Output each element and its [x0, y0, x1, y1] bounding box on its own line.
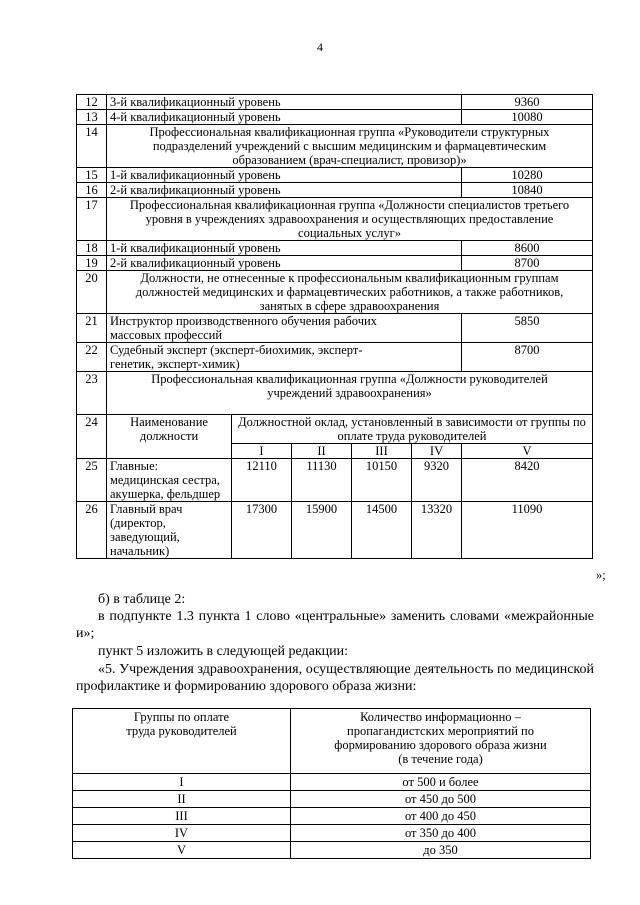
salary-table — [76, 94, 593, 559]
row-number: 23 — [77, 372, 107, 415]
row-number: 25 — [77, 459, 107, 502]
salary-value: 10150 — [352, 459, 412, 502]
salary-header: Должностной оклад, установленный в зависимости от группы по оплате труда руководителей — [232, 415, 593, 444]
salary-value: 10080 — [462, 110, 593, 125]
position-label: Инструктор производственного обучения рабочих массовых профессий — [107, 314, 462, 343]
row-number: 22 — [77, 343, 107, 372]
row-number: 20 — [77, 271, 107, 314]
level-label: 2-й квалификационный уровень — [107, 183, 462, 198]
count-cell: от 350 до 400 — [291, 825, 591, 842]
group-heading: Профессиональная квалификационная группа «Должности специалистов третьего уровня в учреждениях здравоохранения и осуществляющих предоставление социальных услуг» — [107, 198, 593, 241]
salary-value: 11130 — [292, 459, 352, 502]
row-number: 12 — [77, 95, 107, 110]
table-row — [73, 774, 591, 791]
table-row — [77, 241, 593, 256]
table-row — [77, 183, 593, 198]
group-heading: Профессиональная квалификационная группа «Должности руководителей учреждений здравоохранения» — [107, 372, 593, 415]
table-row — [73, 709, 591, 774]
salary-value: 13320 — [412, 502, 462, 559]
salary-value: 8700 — [462, 256, 593, 271]
table-row — [77, 459, 593, 502]
salary-value: 9320 — [412, 459, 462, 502]
row-number: 14 — [77, 125, 107, 168]
table-row — [73, 791, 591, 808]
group-cell: IV — [73, 825, 291, 842]
group-cell: V — [73, 842, 291, 859]
table-row — [77, 314, 593, 343]
level-label: 4-й квалификационный уровень — [107, 110, 462, 125]
count-header: Количество информационно – пропагандистских мероприятий по формированию здорового образа жизни (в течение года) — [291, 709, 591, 774]
level-label: 3-й квалификационный уровень — [107, 95, 462, 110]
position-name: Главный врач (директор, заведующий, начальник) — [107, 502, 232, 559]
row-number: 18 — [77, 241, 107, 256]
group-label: V — [462, 444, 593, 459]
salary-value: 10280 — [462, 168, 593, 183]
row-number: 17 — [77, 198, 107, 241]
group-cell: I — [73, 774, 291, 791]
group-label: IV — [412, 444, 462, 459]
group-header: Группы по оплате труда руководителей — [73, 709, 291, 774]
group-cell: II — [73, 791, 291, 808]
level-label: 1-й квалификационный уровень — [107, 241, 462, 256]
closing-quote: »; — [596, 568, 606, 582]
group-heading: Должности, не отнесенные к профессиональным квалификационным группам должностей медицинских и фармацевтических работников, а также работников, занятых в сфере здравоохранения — [107, 271, 593, 314]
page-number: 4 — [317, 40, 323, 54]
salary-value: 8600 — [462, 241, 593, 256]
salary-value: 12110 — [232, 459, 292, 502]
row-number: 15 — [77, 168, 107, 183]
table-row — [73, 808, 591, 825]
prevention-table — [72, 708, 591, 859]
table-row — [77, 198, 593, 241]
row-number: 24 — [77, 415, 107, 459]
position-name: Главные: медицинская сестра, акушерка, фельдшер — [107, 459, 232, 502]
table-row — [77, 125, 593, 168]
table-row — [73, 842, 591, 859]
row-number: 13 — [77, 110, 107, 125]
count-cell: от 400 до 450 — [291, 808, 591, 825]
table-row — [77, 372, 593, 415]
group-label: II — [292, 444, 352, 459]
table-row — [77, 256, 593, 271]
table-row — [73, 825, 591, 842]
salary-value: 10840 — [462, 183, 593, 198]
count-cell: от 500 и более — [291, 774, 591, 791]
level-label: 1-й квалификационный уровень — [107, 168, 462, 183]
group-heading: Профессиональная квалификационная группа «Руководители структурных подразделений учреждений с высшим медицинским и фармацевтическим образованием (врач-специалист, провизор)» — [107, 125, 593, 168]
salary-value: 15900 — [292, 502, 352, 559]
level-label: 2-й квалификационный уровень — [107, 256, 462, 271]
row-number: 21 — [77, 314, 107, 343]
table-row — [77, 168, 593, 183]
paragraph-subpoint-change: в подпункте 1.3 пункта 1 слово «центральные» заменить словами «межрайонные и»; — [76, 609, 594, 641]
position-name-header: Наименование должности — [107, 415, 232, 459]
paragraph-table2-intro: б) в таблице 2: — [98, 592, 186, 607]
salary-value: 8420 — [462, 459, 593, 502]
table-row — [77, 110, 593, 125]
salary-value: 14500 — [352, 502, 412, 559]
group-label: I — [232, 444, 292, 459]
salary-value: 9360 — [462, 95, 593, 110]
salary-value: 11090 — [462, 502, 593, 559]
table-row — [77, 95, 593, 110]
table-row — [77, 415, 593, 444]
row-number: 26 — [77, 502, 107, 559]
salary-value: 17300 — [232, 502, 292, 559]
row-number: 19 — [77, 256, 107, 271]
group-cell: III — [73, 808, 291, 825]
count-cell: от 450 до 500 — [291, 791, 591, 808]
table-row — [77, 502, 593, 559]
table-row — [77, 271, 593, 314]
salary-value: 5850 — [462, 314, 593, 343]
salary-value: 8700 — [462, 343, 593, 372]
group-label: III — [352, 444, 412, 459]
count-cell: до 350 — [291, 842, 591, 859]
paragraph-point5-intro: пункт 5 изложить в следующей редакции: — [98, 644, 348, 659]
row-number: 16 — [77, 183, 107, 198]
paragraph-point5-text: «5. Учреждения здравоохранения, осуществляющие деятельность по медицинской профилактике и формированию здорового образа жизни: — [76, 662, 594, 694]
position-label: Судебный эксперт (эксперт-биохимик, эксперт-генетик, эксперт-химик) — [107, 343, 462, 372]
table-row — [77, 343, 593, 372]
